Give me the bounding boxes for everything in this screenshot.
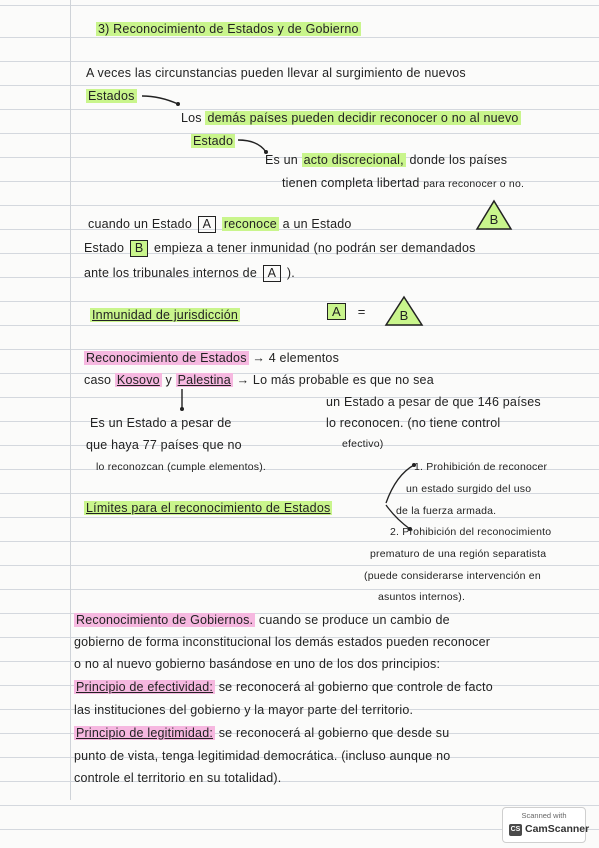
state-a-box: A <box>263 265 282 282</box>
p1-line3: Es un acto discrecional, donde los países <box>265 153 508 167</box>
state-a-box: A <box>198 216 217 233</box>
rec-gob-line4: Principio de efectividad: se reconocerá al gobierno que controle de facto <box>76 680 493 694</box>
limites-item1-line2: un estado surgido del uso <box>406 483 532 495</box>
rec-gob-line5: las instituciones del gobierno y la mayor parte del territorio. <box>74 703 414 717</box>
state-b-label: B <box>489 212 499 227</box>
rec-gob-line6: Principio de legitimidad: se reconocerá al gobierno que desde su <box>76 726 450 740</box>
p1-estados-highlight: Estados <box>88 89 135 103</box>
kosovo-note-line2: que haya 77 países que no <box>86 438 242 452</box>
rec-estados-line1: Reconocimiento de Estados → 4 elementos <box>86 351 340 365</box>
inmunidad-heading: Inmunidad de jurisdicción <box>92 308 239 322</box>
inmunidad-equation: A = <box>325 303 371 320</box>
svg-text:B: B <box>399 308 409 323</box>
limites-item1-line1: 1. Prohibición de reconocer <box>414 461 548 473</box>
state-b-triangle <box>474 198 514 232</box>
kosovo-note-line3: lo reconozcan (cumple elementos). <box>96 461 267 473</box>
camscanner-logo-icon: CS <box>509 824 522 836</box>
margin-line <box>70 0 71 800</box>
limites-item2-line3: (puede considerarse intervención en <box>364 570 541 582</box>
rec-gob-line7: punto de vista, tenga legitimidad democrática. (incluso aunque no <box>74 749 451 763</box>
p2-line3: ante los tribunales internos de A ). <box>84 266 295 280</box>
rec-estados-line4: lo reconocen. (no tiene control <box>326 416 501 430</box>
kosovo-note-line1: Es un Estado a pesar de <box>90 416 232 430</box>
rec-gob-line3: o no al nuevo gobierno basándose en uno de los dos principios: <box>74 657 441 671</box>
limites-item2-line2: prematuro de una región separatista <box>370 548 547 560</box>
rec-estados-line2: caso Kosovo y Palestina → Lo más probable es que no sea <box>84 373 434 387</box>
state-b-small: B <box>130 240 149 257</box>
p2-line1: cuando un Estado A reconoce a un Estado <box>88 217 352 231</box>
rec-gob-line8: controle el territorio en su totalidad). <box>74 771 282 785</box>
limites-heading: Límites para el reconocimiento de Estados <box>86 501 331 515</box>
limites-item1-line3: de la fuerza armada. <box>396 505 497 517</box>
p2-line2: Estado B empieza a tener inmunidad (no podrán ser demandados <box>84 241 476 255</box>
camscanner-watermark: Scanned with CS CamScanner <box>502 807 586 843</box>
arrow-icon <box>140 90 182 108</box>
rec-estados-line5: efectivo) <box>342 438 384 450</box>
rec-gob-line1: Reconocimiento de Gobiernos. cuando se produce un cambio de <box>76 613 450 627</box>
p1-estado-highlight: Estado <box>193 134 234 148</box>
page-title: 3) Reconocimiento de Estados y de Gobierno <box>98 22 359 36</box>
rec-estados-line3: un Estado a pesar de que 146 países <box>326 395 541 409</box>
limites-item2-line4: asuntos internos). <box>378 591 466 603</box>
arrow-down-icon <box>174 388 190 414</box>
state-b-triangle <box>382 294 426 328</box>
limites-item2-line1: 2. Prohibición del reconocimiento <box>390 526 552 538</box>
rec-gob-line2: gobierno de forma inconstitucional los demás estados pueden reconocer <box>74 635 491 649</box>
p1-line4: tienen completa libertad para reconocer o no. <box>282 176 525 190</box>
p1-line1: A veces las circunstancias pueden llevar al surgimiento de nuevos <box>86 66 466 80</box>
p1-line2: Los demás países pueden decidir reconocer o no al nuevo <box>181 111 519 125</box>
